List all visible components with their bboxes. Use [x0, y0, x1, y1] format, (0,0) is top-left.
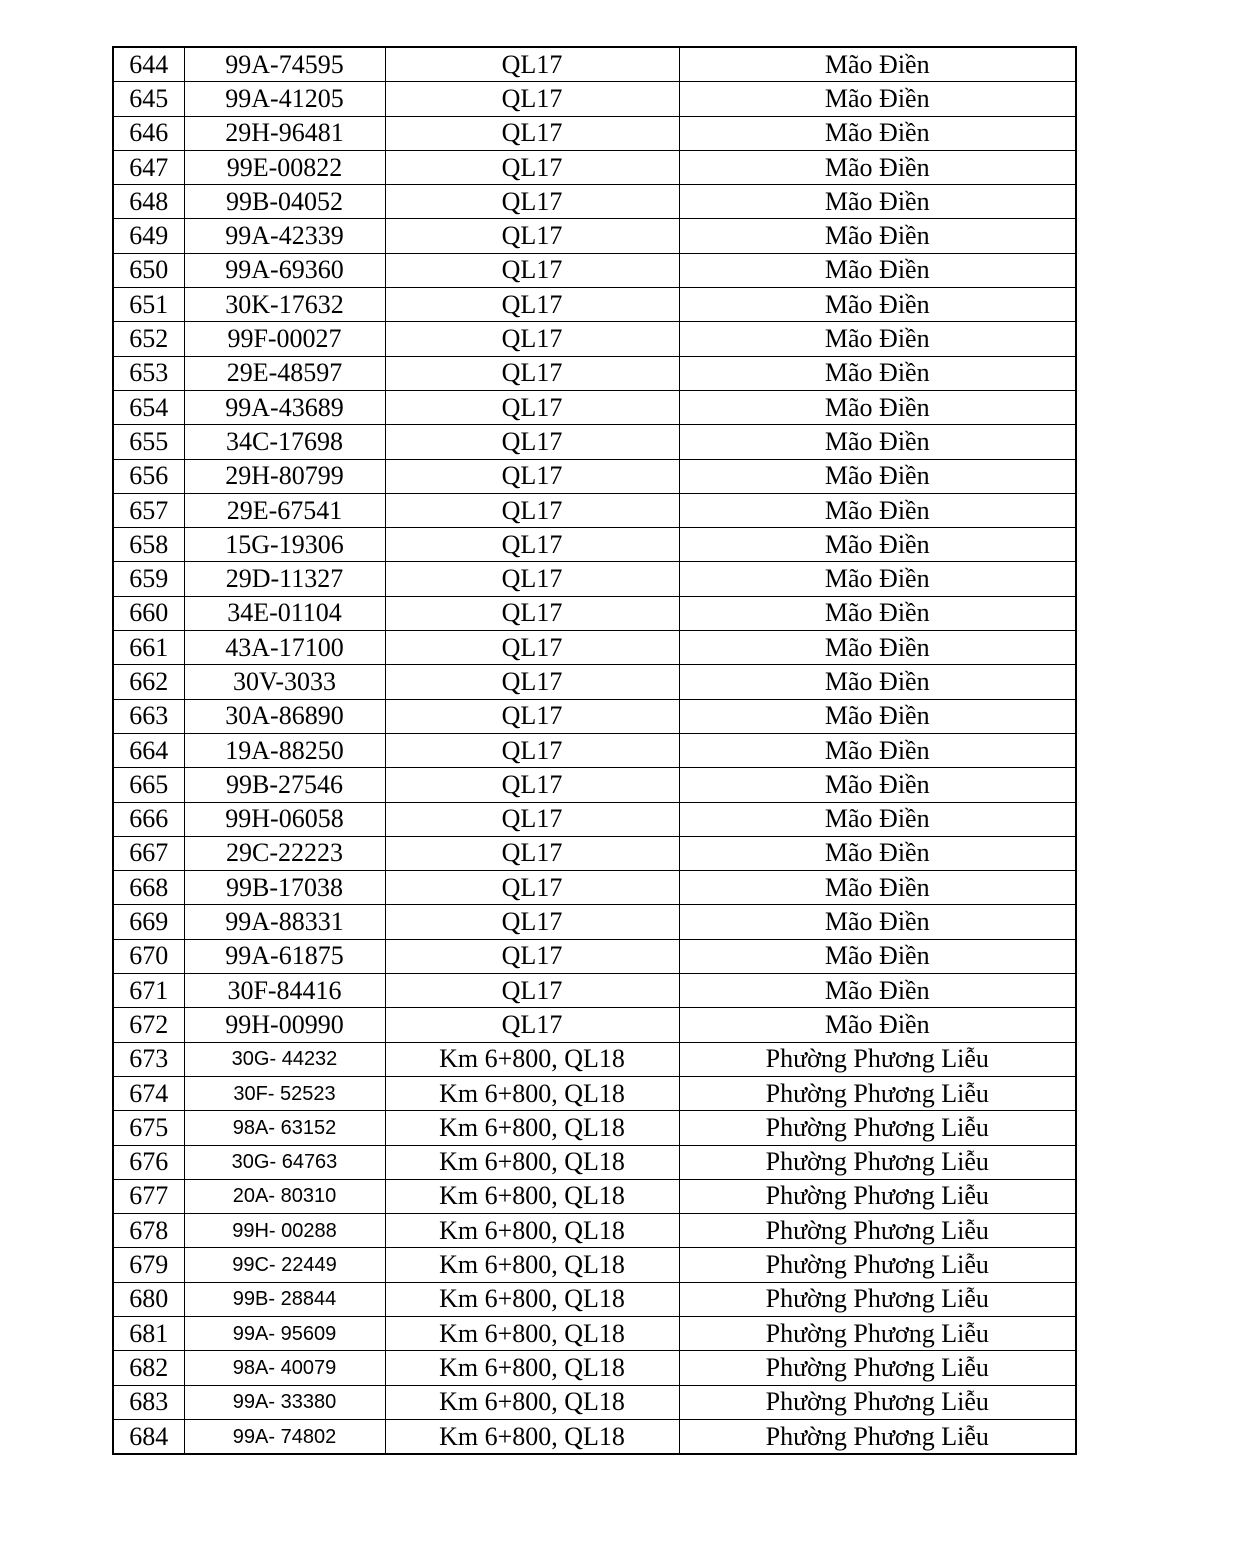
table-row: [113, 1179, 1076, 1213]
license-plate-cell: 30F-84416: [184, 974, 385, 1008]
license-plate-cell: 99B-17038: [184, 871, 385, 905]
place-name-cell: Mão Điền: [679, 356, 1076, 390]
place-name-cell: Phường Phương Liễu: [679, 1179, 1076, 1213]
place-name-cell: Phường Phương Liễu: [679, 1111, 1076, 1145]
place-name-cell: Mão Điền: [679, 219, 1076, 253]
place-name-cell: Mão Điền: [679, 1008, 1076, 1042]
road-location-cell: Km 6+800, QL18: [385, 1316, 679, 1350]
license-plate-cell: 20A- 80310: [184, 1179, 385, 1213]
table-row: [113, 665, 1076, 699]
license-plate-cell: 98A- 63152: [184, 1111, 385, 1145]
road-location-cell: QL17: [385, 356, 679, 390]
table-row: [113, 905, 1076, 939]
license-plate-cell: 34C-17698: [184, 425, 385, 459]
row-number-cell: 673: [113, 1042, 184, 1076]
place-name-cell: Mão Điền: [679, 665, 1076, 699]
row-number-cell: 663: [113, 699, 184, 733]
place-name-cell: Mão Điền: [679, 802, 1076, 836]
road-location-cell: QL17: [385, 939, 679, 973]
road-location-cell: QL17: [385, 425, 679, 459]
road-location-cell: QL17: [385, 459, 679, 493]
license-plate-cell: 99A-69360: [184, 253, 385, 287]
place-name-cell: Mão Điền: [679, 905, 1076, 939]
place-name-cell: Mão Điền: [679, 459, 1076, 493]
license-plate-cell: 99E-00822: [184, 150, 385, 184]
road-location-cell: Km 6+800, QL18: [385, 1351, 679, 1385]
place-name-cell: Phường Phương Liễu: [679, 1385, 1076, 1419]
place-name-cell: Mão Điền: [679, 150, 1076, 184]
row-number-cell: 657: [113, 493, 184, 527]
place-name-cell: Phường Phương Liễu: [679, 1316, 1076, 1350]
row-number-cell: 656: [113, 459, 184, 493]
row-number-cell: 669: [113, 905, 184, 939]
license-plate-cell: 99C- 22449: [184, 1248, 385, 1282]
place-name-cell: Mão Điền: [679, 288, 1076, 322]
license-plate-cell: 99A- 95609: [184, 1316, 385, 1350]
place-name-cell: Mão Điền: [679, 493, 1076, 527]
license-plate-cell: 99H-06058: [184, 802, 385, 836]
table-row: [113, 425, 1076, 459]
row-number-cell: 679: [113, 1248, 184, 1282]
table-row: [113, 768, 1076, 802]
table-row: [113, 116, 1076, 150]
place-name-cell: Mão Điền: [679, 699, 1076, 733]
row-number-cell: 649: [113, 219, 184, 253]
row-number-cell: 684: [113, 1419, 184, 1454]
row-number-cell: 672: [113, 1008, 184, 1042]
table-row: [113, 1042, 1076, 1076]
table-row: [113, 150, 1076, 184]
place-name-cell: Phường Phương Liễu: [679, 1042, 1076, 1076]
row-number-cell: 667: [113, 836, 184, 870]
row-number-cell: 661: [113, 631, 184, 665]
road-location-cell: Km 6+800, QL18: [385, 1385, 679, 1419]
license-plate-cell: 98A- 40079: [184, 1351, 385, 1385]
table-row: [113, 631, 1076, 665]
row-number-cell: 653: [113, 356, 184, 390]
license-plate-cell: 15G-19306: [184, 528, 385, 562]
place-name-cell: Phường Phương Liễu: [679, 1076, 1076, 1110]
license-plate-cell: 99B-04052: [184, 185, 385, 219]
row-number-cell: 658: [113, 528, 184, 562]
road-location-cell: QL17: [385, 390, 679, 424]
place-name-cell: Phường Phương Liễu: [679, 1248, 1076, 1282]
table-row: [113, 596, 1076, 630]
road-location-cell: QL17: [385, 733, 679, 767]
row-number-cell: 652: [113, 322, 184, 356]
road-location-cell: Km 6+800, QL18: [385, 1042, 679, 1076]
license-plate-cell: 19A-88250: [184, 733, 385, 767]
license-plate-cell: 34E-01104: [184, 596, 385, 630]
table-row: [113, 562, 1076, 596]
road-location-cell: QL17: [385, 836, 679, 870]
place-name-cell: Mão Điền: [679, 528, 1076, 562]
license-plate-cell: 99A- 33380: [184, 1385, 385, 1419]
license-plate-cell: 99A-88331: [184, 905, 385, 939]
violations-table: [112, 46, 1077, 1455]
license-plate-cell: 99B- 28844: [184, 1282, 385, 1316]
road-location-cell: QL17: [385, 150, 679, 184]
license-plate-cell: 99A-42339: [184, 219, 385, 253]
table-row: [113, 185, 1076, 219]
road-location-cell: QL17: [385, 802, 679, 836]
license-plate-cell: 30V-3033: [184, 665, 385, 699]
table-row: [113, 1385, 1076, 1419]
road-location-cell: Km 6+800, QL18: [385, 1248, 679, 1282]
license-plate-cell: 99F-00027: [184, 322, 385, 356]
road-location-cell: QL17: [385, 905, 679, 939]
license-plate-cell: 30G- 44232: [184, 1042, 385, 1076]
place-name-cell: Mão Điền: [679, 871, 1076, 905]
license-plate-cell: 30G- 64763: [184, 1145, 385, 1179]
row-number-cell: 670: [113, 939, 184, 973]
row-number-cell: 662: [113, 665, 184, 699]
license-plate-cell: 29E-48597: [184, 356, 385, 390]
table-row: [113, 836, 1076, 870]
license-plate-cell: 30F- 52523: [184, 1076, 385, 1110]
table-row: [113, 1111, 1076, 1145]
row-number-cell: 668: [113, 871, 184, 905]
license-plate-cell: 99A-74595: [184, 47, 385, 82]
row-number-cell: 677: [113, 1179, 184, 1213]
place-name-cell: Mão Điền: [679, 116, 1076, 150]
license-plate-cell: 29H-96481: [184, 116, 385, 150]
road-location-cell: QL17: [385, 631, 679, 665]
license-plate-cell: 29D-11327: [184, 562, 385, 596]
road-location-cell: Km 6+800, QL18: [385, 1419, 679, 1454]
row-number-cell: 666: [113, 802, 184, 836]
license-plate-cell: 43A-17100: [184, 631, 385, 665]
table-row: [113, 871, 1076, 905]
road-location-cell: QL17: [385, 665, 679, 699]
row-number-cell: 647: [113, 150, 184, 184]
place-name-cell: Mão Điền: [679, 253, 1076, 287]
table-row: [113, 1008, 1076, 1042]
road-location-cell: QL17: [385, 288, 679, 322]
road-location-cell: QL17: [385, 768, 679, 802]
road-location-cell: Km 6+800, QL18: [385, 1145, 679, 1179]
road-location-cell: QL17: [385, 1008, 679, 1042]
table-row: [113, 1076, 1076, 1110]
row-number-cell: 675: [113, 1111, 184, 1145]
place-name-cell: Mão Điền: [679, 768, 1076, 802]
license-plate-cell: 99A-43689: [184, 390, 385, 424]
table-row: [113, 322, 1076, 356]
row-number-cell: 683: [113, 1385, 184, 1419]
row-number-cell: 665: [113, 768, 184, 802]
road-location-cell: QL17: [385, 82, 679, 116]
table-row: [113, 528, 1076, 562]
license-plate-cell: 99H-00990: [184, 1008, 385, 1042]
table-row: [113, 356, 1076, 390]
license-plate-cell: 99A- 74802: [184, 1419, 385, 1454]
row-number-cell: 671: [113, 974, 184, 1008]
table-row: [113, 219, 1076, 253]
table-row: [113, 82, 1076, 116]
road-location-cell: QL17: [385, 116, 679, 150]
row-number-cell: 676: [113, 1145, 184, 1179]
road-location-cell: Km 6+800, QL18: [385, 1076, 679, 1110]
table-row: [113, 390, 1076, 424]
place-name-cell: Phường Phương Liễu: [679, 1214, 1076, 1248]
road-location-cell: Km 6+800, QL18: [385, 1111, 679, 1145]
row-number-cell: 678: [113, 1214, 184, 1248]
place-name-cell: Mão Điền: [679, 733, 1076, 767]
row-number-cell: 681: [113, 1316, 184, 1350]
table-row: [113, 1248, 1076, 1282]
table-row: [113, 493, 1076, 527]
place-name-cell: Mão Điền: [679, 322, 1076, 356]
table-row: [113, 459, 1076, 493]
road-location-cell: QL17: [385, 47, 679, 82]
place-name-cell: Mão Điền: [679, 974, 1076, 1008]
place-name-cell: Mão Điền: [679, 390, 1076, 424]
license-plate-cell: 99H- 00288: [184, 1214, 385, 1248]
table-row: [113, 1145, 1076, 1179]
place-name-cell: Mão Điền: [679, 425, 1076, 459]
road-location-cell: QL17: [385, 322, 679, 356]
row-number-cell: 664: [113, 733, 184, 767]
row-number-cell: 680: [113, 1282, 184, 1316]
table-row: [113, 1316, 1076, 1350]
license-plate-cell: 99B-27546: [184, 768, 385, 802]
place-name-cell: Mão Điền: [679, 185, 1076, 219]
license-plate-cell: 30A-86890: [184, 699, 385, 733]
row-number-cell: 644: [113, 47, 184, 82]
place-name-cell: Mão Điền: [679, 47, 1076, 82]
row-number-cell: 648: [113, 185, 184, 219]
row-number-cell: 682: [113, 1351, 184, 1385]
place-name-cell: Mão Điền: [679, 939, 1076, 973]
row-number-cell: 654: [113, 390, 184, 424]
table-row: [113, 974, 1076, 1008]
place-name-cell: Phường Phương Liễu: [679, 1145, 1076, 1179]
table-row: [113, 802, 1076, 836]
row-number-cell: 646: [113, 116, 184, 150]
table-row: [113, 1419, 1076, 1454]
place-name-cell: Phường Phương Liễu: [679, 1419, 1076, 1454]
table-row: [113, 733, 1076, 767]
place-name-cell: Phường Phương Liễu: [679, 1282, 1076, 1316]
row-number-cell: 660: [113, 596, 184, 630]
row-number-cell: 674: [113, 1076, 184, 1110]
table-row: [113, 1214, 1076, 1248]
table-row: [113, 1351, 1076, 1385]
road-location-cell: QL17: [385, 253, 679, 287]
license-plate-cell: 29E-67541: [184, 493, 385, 527]
row-number-cell: 651: [113, 288, 184, 322]
table-row: [113, 1282, 1076, 1316]
table-row: [113, 47, 1076, 82]
road-location-cell: QL17: [385, 596, 679, 630]
road-location-cell: QL17: [385, 871, 679, 905]
place-name-cell: Mão Điền: [679, 82, 1076, 116]
road-location-cell: QL17: [385, 185, 679, 219]
license-plate-cell: 99A-61875: [184, 939, 385, 973]
table-row: [113, 939, 1076, 973]
road-location-cell: Km 6+800, QL18: [385, 1179, 679, 1213]
road-location-cell: QL17: [385, 219, 679, 253]
place-name-cell: Mão Điền: [679, 596, 1076, 630]
row-number-cell: 655: [113, 425, 184, 459]
row-number-cell: 645: [113, 82, 184, 116]
road-location-cell: QL17: [385, 699, 679, 733]
table-row: [113, 699, 1076, 733]
table-row: [113, 288, 1076, 322]
place-name-cell: Mão Điền: [679, 562, 1076, 596]
road-location-cell: QL17: [385, 528, 679, 562]
license-plate-cell: 30K-17632: [184, 288, 385, 322]
row-number-cell: 659: [113, 562, 184, 596]
license-plate-cell: 29C-22223: [184, 836, 385, 870]
table-body: [113, 47, 1076, 1454]
place-name-cell: Mão Điền: [679, 631, 1076, 665]
table-row: [113, 253, 1076, 287]
row-number-cell: 650: [113, 253, 184, 287]
place-name-cell: Mão Điền: [679, 836, 1076, 870]
road-location-cell: Km 6+800, QL18: [385, 1282, 679, 1316]
place-name-cell: Phường Phương Liễu: [679, 1351, 1076, 1385]
road-location-cell: QL17: [385, 493, 679, 527]
license-plate-cell: 99A-41205: [184, 82, 385, 116]
road-location-cell: QL17: [385, 974, 679, 1008]
road-location-cell: Km 6+800, QL18: [385, 1214, 679, 1248]
license-plate-cell: 29H-80799: [184, 459, 385, 493]
road-location-cell: QL17: [385, 562, 679, 596]
